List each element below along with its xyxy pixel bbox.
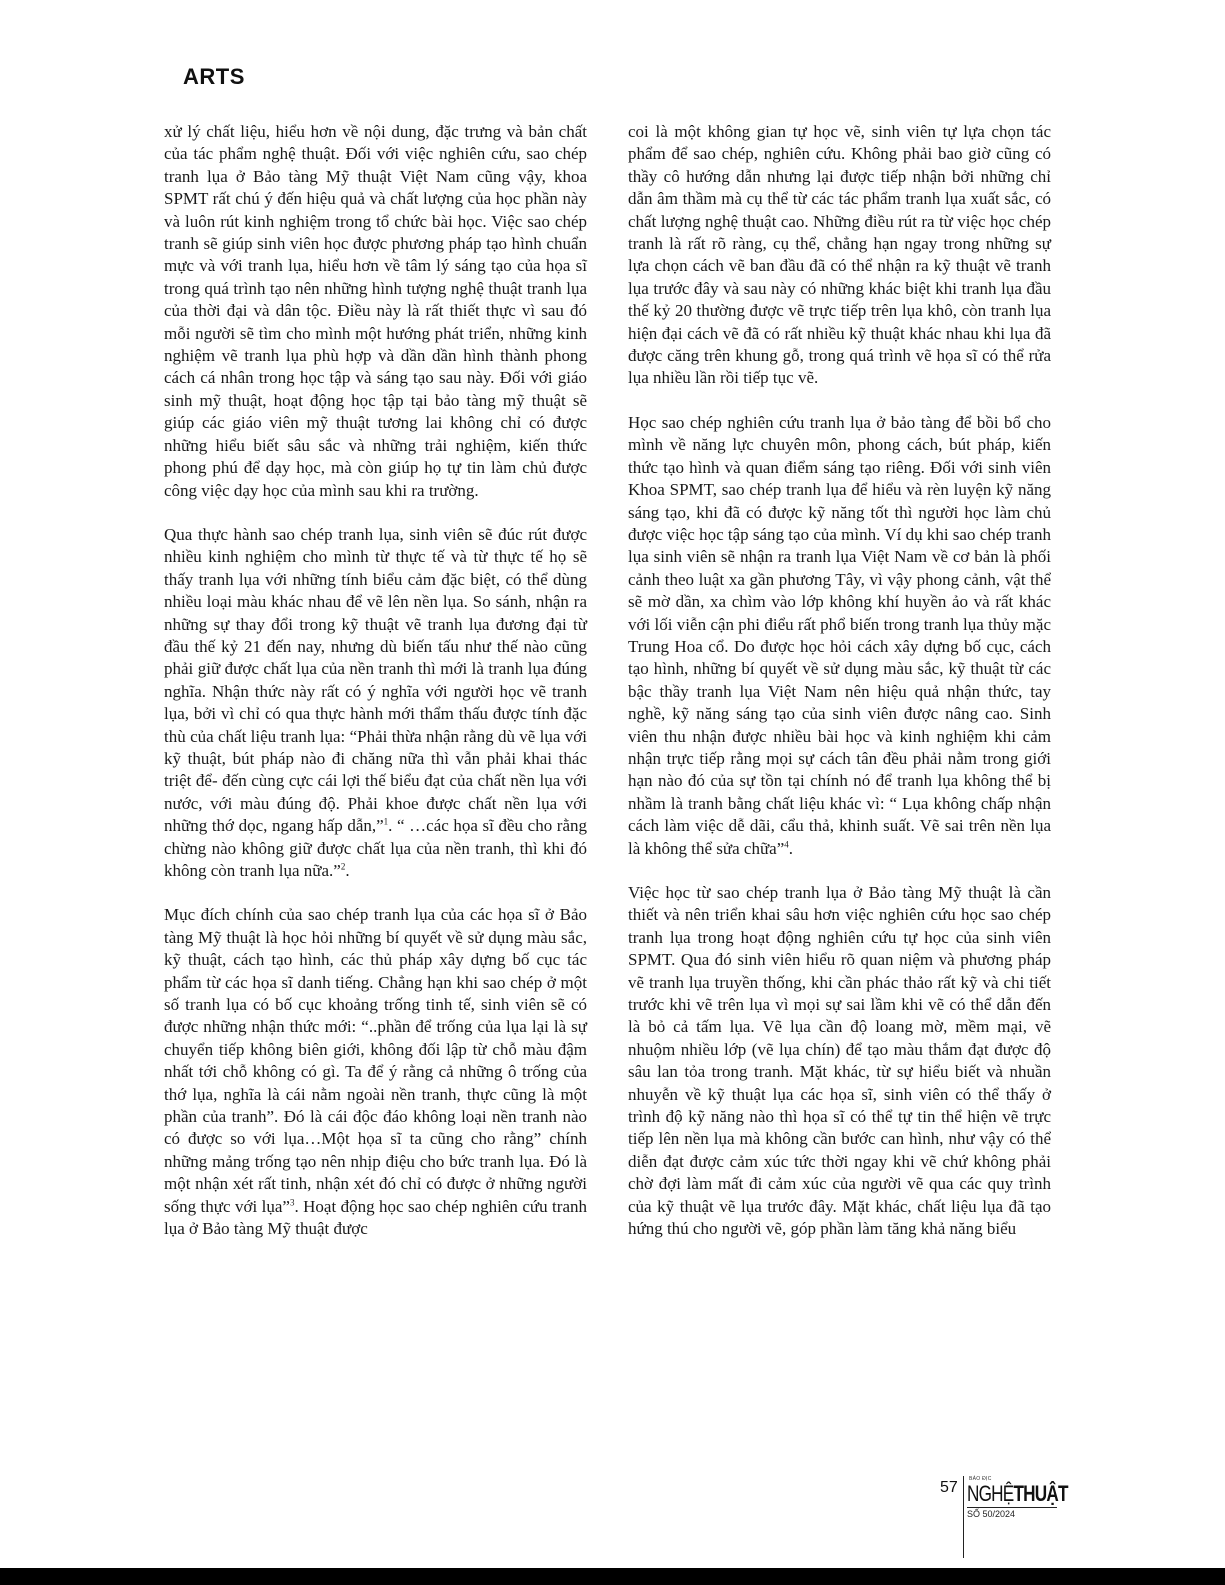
bottom-bar [0, 1568, 1225, 1585]
logo-tagline: BÁO ĐỊC [969, 1476, 992, 1482]
left-column [164, 121, 587, 1263]
paragraph [164, 904, 587, 1240]
paragraph-text: . Hoạt động học sao chép nghiên cứu tranh lụa ở Bảo tàng Mỹ thuật được [164, 1196, 587, 1239]
logo-word-thin: NGHỆ [967, 1481, 1014, 1506]
paragraph [628, 412, 1051, 860]
paragraph: Việc học từ sao chép tranh lụa ở Bảo tàng Mỹ thuật là cần thiết và nên triển khai sâu hơn việc nghiên cứu học sao chép tranh lụa trong hoạt động nghiên cứu tự học của sinh viên SPMT. Qua đó sinh viên hiểu rõ quan niệm và phương pháp vẽ tranh lụa truyền thống, khi cần phác thảo rất kỹ và chi tiết trước khi vẽ trên lụa vì mọi sự sai lầm khi vẽ có thể dẫn đến là bỏ cả tấm lụa. Vẽ lụa cần độ loang mờ, mềm mại, vẽ nhuộm nhiều lớp (vẽ lụa chín) để tạo màu thắm đạt được độ sâu lan tỏa trong tranh. Mặt khác, từ sự hiểu biết và nhuần nhuyễn về kỹ thuật lụa các họa sĩ, sinh viên có thể thấy ở trình độ kỹ năng nào thì họa sĩ có thể tự tin thể hiện vẽ trực tiếp lên nền lụa mà không cần bước can hình, như vậy có thể diễn đạt được cảm xúc tức thời ngay khi vẽ chứ không phải chờ đợi làm mất đi cảm xúc của người vẽ qua các quy trình của kỹ thuật vẽ lụa trước đây. Mặt khác, chất liệu lụa đã tạo hứng thú cho người vẽ, góp phần làm tăng khả năng biểu [628, 883, 1051, 1239]
magazine-logo [967, 1476, 1077, 1536]
issue-number: SỐ 50/2024 [967, 1507, 1057, 1519]
right-column [628, 121, 1051, 1263]
paragraph-text: Học sao chép nghiên cứu tranh lụa ở bảo tàng để bồi bổ cho mình về năng lực chuyên môn, phong cách, bút pháp, kiến thức tạo hình và quan điểm sáng tạo riêng. Đối với sinh viên Khoa SPMT, sao chép tranh lụa để hiểu và rèn luyện kỹ năng sáng tạo, khi đã có được kỹ năng tốt thì người học làm chủ được việc học tập sáng tạo của mình. Ví dụ khi sao chép tranh lụa sinh viên sẽ nhận ra tranh lụa Việt Nam về cơ bản là phối cảnh theo luật xa gần phương Tây, vì vậy phong cảnh, vật thể sẽ mờ dần, xa chìm vào lớp không khí huyền ảo và rất khác với lối viễn cận phi điểu rất phổ biến trong tranh lụa thủy mặc Trung Hoa cổ. Do được học hỏi cách xây dựng bố cục, cách tạo hình, những bí quyết về sử dụng màu sắc, kỹ thuật từ các bậc thầy tranh lụa Việt Nam nên hiệu quả nhận thức, tay nghề, kỹ năng sáng tạo của sinh viên được nâng cao. Sinh viên thu nhận được nhiều bài học và kinh nghiệm khi cảm nhận trực tiếp rằng mọi sự cách tân đều phải nằm trong giới hạn nào đó của sự tồn tại chính nó để tranh lụa không thể bị nhầm là tranh bằng chất liệu khác vì: “ Lụa không chấp nhận cách làm việc dễ dãi, cẩu thả, khinh suất. Vẽ sai trên nền lụa là không thể sửa chữa” [628, 412, 1051, 858]
paragraph-text: Qua thực hành sao chép tranh lụa, sinh viên sẽ đúc rút được nhiều kinh nghiệm cho mình từ thực tế và từ thực tế họ sẽ thấy tranh lụa với những tính biểu cảm đặc biệt, có thể dùng nhiều loại màu khác nhau để vẽ lên nền lụa. So sánh, nhận ra những sự thay đổi trong kỹ thuật vẽ tranh lụa đương đại từ đầu thế kỷ 21 đến nay, nhưng dù biến tấu như thế nào cũng phải giữ được chất lụa của nền tranh thì mới là tranh lụa đúng nghĩa. Nhận thức này rất có ý nghĩa với người học vẽ tranh lụa, bởi vì chỉ có qua thực hành mới thẩm thấu được tính đặc thù của chất liệu tranh lụa: “Phải thừa nhận rằng dù vẽ lụa với kỹ thuật, bút pháp nào đi chăng nữa thì vẫn phải khai thác triệt để- đến cùng cực cái lợi thế biểu đạt của chất nền lụa với nước, với màu đúng độ. Phải khoe được chất nền lụa với những thớ dọc, ngang hấp dẫn,” [164, 524, 587, 836]
logo-word-bold: THUẬT [1013, 1481, 1068, 1506]
paragraph-text: Mục đích chính của sao chép tranh lụa của các họa sĩ ở Bảo tàng Mỹ thuật là học hỏi những bí quyết về sử dụng màu sắc, kỹ thuật, cách tạo hình, các thủ pháp xây dựng bố cục tác phẩm từ các họa sĩ danh tiếng. Chẳng hạn khi sao chép ở một số tranh lụa có bố cục khoảng trống tinh tế, sinh viên sẽ có được những nhận thức mới: “..phần để trống của lụa lại là sự chuyển tiếp không biên giới, không đối lập từ chỗ màu đậm nhất tới chỗ không có gì. Ta để ý rằng cả những ô trống của thớ lụa, nghĩa là cái nằm ngoài nền tranh, thực cũng là một phần của tranh”. Đó là cái độc đáo không loại nền tranh nào có được so với lụa…Một họa sĩ ta cũng cho rằng” chính những mảng trống tạo nên nhịp điệu cho bức tranh lụa. Đó là một nhận xét rất tinh, nhận xét đó chỉ có được ở những người sống thực với lụa” [164, 905, 587, 1216]
paragraph: coi là một không gian tự học vẽ, sinh viên tự lựa chọn tác phẩm để sao chép, nghiên cứu. Không phải bao giờ cũng có thầy cô hướng dẫn nhưng lại được tiếp nhận bởi những chỉ dẫn âm thầm mà cụ thể từ các tác phẩm tranh lụa xuất sắc, có chất lượng nghệ thuật cao. Những điều rút ra từ việc học chép tranh là rất rõ ràng, cụ thể, chẳng hạn ngay trong những sự lựa chọn cách vẽ ban đầu đã có thể nhận ra kỹ thuật vẽ tranh lụa trước đây và sau này có những khác biệt khi tranh lụa đầu thế kỷ 20 thường được vẽ trực tiếp trên lụa khô, còn tranh lụa hiện đại cách vẽ đã có rất nhiều kỹ thuật khác nhau khi lụa đã được căng trên khung gỗ, trong quá trình vẽ họa sĩ có thể rửa lụa nhiều lần rồi tiếp tục vẽ. [628, 122, 1051, 388]
paragraph: xử lý chất liệu, hiểu hơn về nội dung, đặc trưng và bản chất của tác phẩm nghệ thuật. Đối với việc nghiên cứu, sao chép tranh lụa ở Bảo tàng Mỹ thuật Việt Nam cũng vậy, khoa SPMT rất chú ý đến hiệu quả và chất lượng của học phần này và luôn rút kinh nghiệm trong tổ chức bài học. Việc sao chép tranh sẽ giúp sinh viên học được phương pháp tạo hình chuẩn mực và với tranh lụa, hiểu hơn về tâm lý sáng tạo của họa sĩ trong quá trình tạo nên những hình tượng nghệ thuật tranh lụa của thời đại và dân tộc. Điều này là rất thiết thực vì sau đó mỗi người sẽ tìm cho mình một hướng phát triển, những kinh nghiệm vẽ tranh lụa phù hợp và dần dần hình thành phong cách cá nhân trong học tập và sáng tạo sau này. Đối với giáo sinh mỹ thuật, hoạt động học tập tại bảo tàng mỹ thuật sẽ giúp các giáo viên mỹ thuật tương lai không chỉ có được những hiểu biết sâu sắc và những trải nghiệm, kiến thức phong phú để dạy học, mà còn giúp họ tự tin làm chủ được công việc dạy học của mình sau khi ra trường. [164, 122, 587, 500]
footnote-ref: 1 [383, 816, 389, 827]
paragraph [164, 524, 587, 883]
section-label: ARTS [183, 64, 245, 89]
footer-divider [963, 1476, 964, 1558]
footnote-ref: 3 [289, 1197, 295, 1208]
logo-wordmark [967, 1481, 1068, 1507]
paragraph-text: . [345, 861, 350, 880]
paragraph-text: . “ …các họa sĩ đều cho rằng chừng nào không giữ được chất lụa của nền tranh, thì khi đó không còn tranh lụa nữa.” [164, 816, 587, 880]
footnote-ref: 2 [340, 861, 346, 872]
footnote-ref: 4 [784, 838, 789, 849]
page-number: 57 [940, 1479, 958, 1496]
paragraph-text: . [788, 838, 794, 858]
